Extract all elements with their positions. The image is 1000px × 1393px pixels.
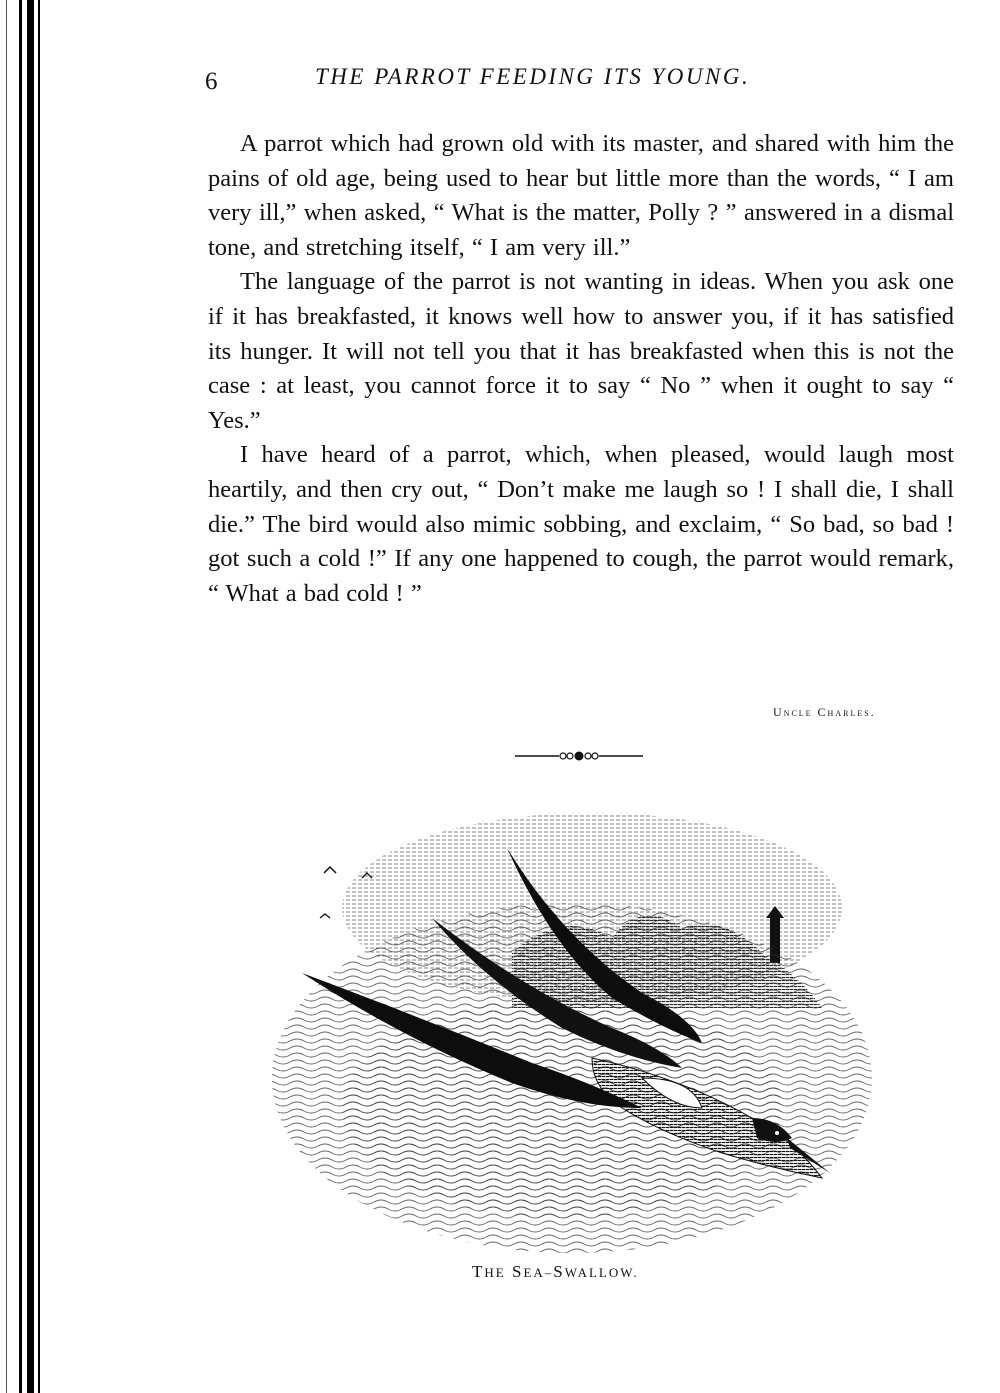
caption-text: WALLOW.: [564, 1265, 639, 1280]
paragraph: I have heard of a parrot, which, when pleased, would laugh most heartily, and then cry out, “ Don’t make me laugh so ! I shall die, I shall die.” The bird would also mimic sobbing, and exclaim, “ So bad, so bad ! got such a cold !” If any one happened to cough, the parrot would remark, “ What a bad cold ! ”: [208, 441, 954, 607]
page-edge-line: [6, 0, 7, 1393]
binding-edge: [27, 0, 34, 1393]
paragraph: The language of the parrot is not wanting in ideas. When you ask one if it has breakfasted, it knows well how to answer you, if it has satisfied its hunger. It will not tell you that it has breakfasted when this is not the case : at least, you cannot force it to say “ No ” when it ought to say “ Yes.”: [208, 268, 954, 434]
author-attribution: Uncle Charles.: [773, 705, 876, 719]
running-head: THE PARROT FEEDING ITS YOUNG.: [315, 64, 751, 89]
illustration-caption: [472, 1262, 639, 1282]
page-header: [205, 60, 955, 100]
section-divider-ornament: [515, 748, 643, 764]
caption-text: EA–: [523, 1265, 554, 1280]
caption-letter: S: [511, 1262, 524, 1281]
caption-letter: S: [553, 1262, 565, 1281]
caption-text: HE: [484, 1265, 506, 1280]
article-body: [208, 127, 954, 611]
sea-swallow-illustration: [262, 778, 882, 1263]
binding-edge: [38, 0, 40, 1393]
paragraph: A parrot which had grown old with its master, and shared with him the pains of old age, being used to hear but little more than the words, “ I am very ill,” when asked, “ What is the matter, Polly ? ” answered in a dismal tone, and stretching itself, “ I am very ill.”: [208, 130, 954, 261]
caption-letter: T: [472, 1262, 485, 1281]
binding-edge: [19, 0, 22, 1393]
page-number: 6: [205, 68, 218, 95]
